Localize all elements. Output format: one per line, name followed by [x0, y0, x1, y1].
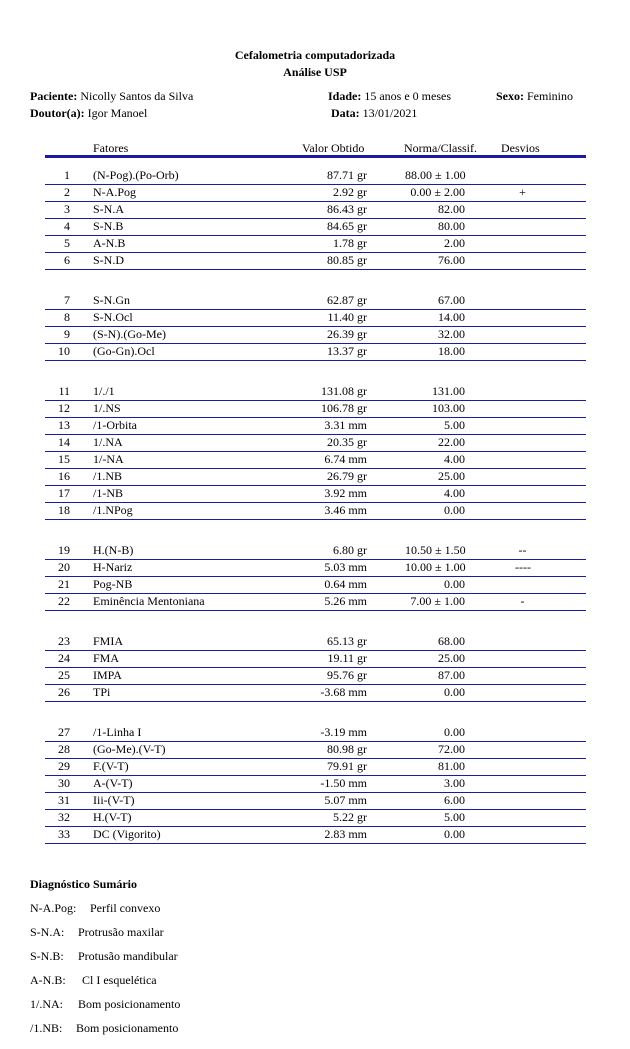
row-factor: 1/-NA: [93, 452, 124, 466]
table-row: [45, 417, 586, 435]
doctor-field: [30, 106, 147, 121]
report-title: Cefalometria computadorizada: [234, 48, 396, 62]
row-deviation: +: [519, 185, 526, 199]
row-value: 79.91 gr: [327, 759, 367, 773]
table-row: [45, 502, 586, 520]
doctor-label: Doutor(a):: [30, 106, 85, 120]
row-norm: 5.00: [444, 418, 465, 432]
row-number: 14: [58, 435, 70, 449]
row-norm: 3.00: [444, 776, 465, 790]
row-norm: 10.50 ± 1.50: [405, 543, 466, 557]
row-factor: /1-Orbita: [93, 418, 137, 432]
diagnosis-item-text: Protrusão maxilar: [78, 925, 164, 939]
table-row: [45, 201, 586, 219]
table-row: [45, 775, 586, 793]
age-value: 15 anos e 0 meses: [364, 89, 451, 103]
row-norm: 6.00: [444, 793, 465, 807]
table-row: [45, 383, 586, 401]
row-factor: Eminência Mentoniana: [93, 594, 205, 608]
table-row: [45, 468, 586, 486]
row-number: 31: [58, 793, 70, 807]
diagnosis-item: [30, 997, 180, 1012]
row-factor: FMA: [93, 651, 120, 665]
row-factor: S-N.B: [93, 219, 124, 233]
row-norm: 82.00: [438, 202, 465, 216]
row-norm: 25.00: [438, 651, 465, 665]
diagnosis-item-label: N-A.Pog:: [30, 901, 77, 915]
table-row: [45, 309, 586, 327]
row-norm: 0.00: [444, 503, 465, 517]
sex-label: Sexo:: [496, 89, 524, 103]
row-number: 5: [64, 236, 70, 250]
row-value: 65.13 gr: [327, 634, 367, 648]
row-number: 27: [58, 725, 70, 739]
row-norm: 76.00: [438, 253, 465, 267]
row-value: 80.98 gr: [327, 742, 367, 756]
row-norm: 131.00: [432, 384, 465, 398]
row-factor: 1/.NA: [93, 435, 123, 449]
header-divider: [45, 155, 586, 158]
row-number: 9: [64, 327, 70, 341]
row-factor: S-N.A: [93, 202, 125, 216]
row-number: 2: [64, 185, 70, 199]
table-row: [45, 292, 586, 310]
row-factor: IMPA: [93, 668, 122, 682]
row-number: 26: [58, 685, 70, 699]
row-value: 0.64 mm: [324, 577, 367, 591]
row-factor: (Go-Me).(V-T): [93, 742, 166, 756]
row-value: 13.37 gr: [327, 344, 367, 358]
table-row: [45, 434, 586, 452]
row-value: 2.83 mm: [324, 827, 367, 841]
row-factor: Iii-(V-T): [93, 793, 135, 807]
diagnosis-item-label: /1.NB:: [30, 1021, 63, 1035]
row-number: 17: [58, 486, 70, 500]
row-factor: 1/./1: [93, 384, 115, 398]
row-factor: A-(V-T): [93, 776, 133, 790]
row-value: 2.92 gr: [333, 185, 367, 199]
row-factor: 1/.NS: [93, 401, 121, 415]
row-factor: /1-Linha I: [93, 725, 142, 739]
row-value: 86.43 gr: [327, 202, 367, 216]
row-number: 4: [64, 219, 70, 233]
diagnosis-item-text: Bom posicionamento: [76, 1021, 179, 1035]
diagnosis-item: [30, 1021, 178, 1036]
doctor-value: Igor Manoel: [87, 106, 148, 120]
row-factor: (N-Pog).(Po-Orb): [93, 168, 179, 182]
row-value: 5.26 mm: [324, 594, 367, 608]
row-number: 1: [64, 168, 70, 182]
row-number: 24: [58, 651, 70, 665]
table-row: [45, 826, 586, 844]
row-value: 3.92 mm: [324, 486, 367, 500]
diagnosis-item: [30, 973, 157, 988]
row-number: 20: [58, 560, 70, 574]
column-header-deviation: Desvios: [501, 141, 540, 155]
diagnosis-item-text: Perfil convexo: [90, 901, 161, 915]
row-norm: 4.00: [444, 452, 465, 466]
column-header-value: Valor Obtido: [302, 141, 365, 155]
row-factor: (S-N).(Go-Me): [93, 327, 166, 341]
row-norm: 68.00: [438, 634, 465, 648]
row-norm: 0.00: [444, 577, 465, 591]
row-value: 5.22 gr: [333, 810, 367, 824]
row-norm: 14.00: [438, 310, 465, 324]
row-factor: H.(V-T): [93, 810, 132, 824]
row-value: 80.85 gr: [327, 253, 367, 267]
row-number: 21: [58, 577, 70, 591]
row-norm: 0.00: [444, 685, 465, 699]
row-factor: A-N.B: [93, 236, 126, 250]
row-factor: /1.NPog: [93, 503, 133, 517]
table-row: [45, 792, 586, 810]
row-value: -1.50 mm: [320, 776, 367, 790]
table-row: [45, 184, 586, 202]
table-row: [45, 724, 586, 742]
table-row: [45, 542, 586, 560]
row-number: 10: [58, 344, 70, 358]
table-row: [45, 809, 586, 827]
row-norm: 67.00: [438, 293, 465, 307]
row-value: 106.78 gr: [321, 401, 367, 415]
table-row: [45, 576, 586, 594]
row-factor: Pog-NB: [93, 577, 133, 591]
row-value: -3.68 mm: [320, 685, 367, 699]
row-number: 23: [58, 634, 70, 648]
row-number: 12: [58, 401, 70, 415]
row-factor: H.(N-B): [93, 543, 134, 557]
row-value: 84.65 gr: [327, 219, 367, 233]
row-number: 30: [58, 776, 70, 790]
row-norm: 0.00: [444, 827, 465, 841]
column-header-factors: Fatores: [93, 141, 129, 155]
row-norm: 10.00 ± 1.00: [405, 560, 466, 574]
table-row: [45, 451, 586, 469]
row-value: 5.03 mm: [324, 560, 367, 574]
diagnosis-item-label: S-N.A:: [30, 925, 65, 939]
table-row: [45, 741, 586, 759]
row-norm: 25.00: [438, 469, 465, 483]
row-norm: 88.00 ± 1.00: [405, 168, 466, 182]
row-deviation: -: [520, 594, 525, 608]
diagnosis-item: [30, 925, 164, 940]
row-number: 18: [58, 503, 70, 517]
row-norm: 4.00: [444, 486, 465, 500]
patient-value: Nicolly Santos da Silva: [80, 89, 194, 103]
row-factor: H-Nariz: [93, 560, 133, 574]
row-factor: S-N.Gn: [93, 293, 131, 307]
row-norm: 5.00: [444, 810, 465, 824]
row-value: 87.71 gr: [327, 168, 367, 182]
row-factor: DC (Vigorito): [93, 827, 161, 841]
patient-label: Paciente:: [30, 89, 78, 103]
table-row: [45, 559, 586, 577]
diagnosis-item-label: S-N.B:: [30, 949, 64, 963]
table-row: [45, 218, 586, 236]
row-number: 6: [64, 253, 70, 267]
table-row: [45, 485, 586, 503]
row-norm: 72.00: [438, 742, 465, 756]
row-value: 11.40 gr: [327, 310, 367, 324]
date-value: 13/01/2021: [362, 106, 418, 120]
table-row: [45, 593, 586, 611]
row-value: 6.74 mm: [324, 452, 367, 466]
row-norm: 22.00: [438, 435, 465, 449]
row-norm: 0.00: [444, 725, 465, 739]
row-norm: 2.00: [444, 236, 465, 250]
row-number: 32: [58, 810, 70, 824]
row-value: 5.07 mm: [324, 793, 367, 807]
table-row: [45, 326, 586, 344]
row-value: 20.35 gr: [327, 435, 367, 449]
diagnosis-item-label: 1/.NA:: [30, 997, 63, 1011]
age-field: [328, 89, 451, 104]
row-number: 19: [58, 543, 70, 557]
row-number: 3: [64, 202, 70, 216]
row-value: 3.46 mm: [324, 503, 367, 517]
patient-field: [30, 89, 193, 104]
row-value: 131.08 gr: [321, 384, 367, 398]
row-factor: S-N.Ocl: [93, 310, 133, 324]
diagnosis-item-text: Protusão mandibular: [78, 949, 178, 963]
report-subtitle: Análise USP: [283, 65, 347, 79]
row-factor: S-N.D: [93, 253, 125, 267]
table-row: [45, 667, 586, 685]
row-value: 26.39 gr: [327, 327, 367, 341]
diagnosis-item-label: A-N.B:: [30, 973, 66, 987]
row-number: 25: [58, 668, 70, 682]
row-norm: 103.00: [432, 401, 465, 415]
row-factor: /1.NB: [93, 469, 123, 483]
row-value: 6.80 gr: [333, 543, 367, 557]
row-factor: F.(V-T): [93, 759, 129, 773]
table-row: [45, 235, 586, 253]
row-factor: /1-NB: [93, 486, 123, 500]
row-value: 19.11 gr: [327, 651, 367, 665]
row-norm: 18.00: [438, 344, 465, 358]
row-value: 1.78 gr: [333, 236, 367, 250]
date-field: [331, 106, 417, 121]
diagnosis-item: [30, 949, 178, 964]
table-row: [45, 650, 586, 668]
row-norm: 0.00 ± 2.00: [410, 185, 465, 199]
row-number: 7: [64, 293, 70, 307]
age-label: Idade:: [328, 89, 362, 103]
row-deviation: ----: [515, 560, 531, 574]
row-number: 16: [58, 469, 70, 483]
row-value: -3.19 mm: [320, 725, 367, 739]
row-factor: N-A.Pog: [93, 185, 137, 199]
row-number: 22: [58, 594, 70, 608]
row-norm: 81.00: [438, 759, 465, 773]
table-row: [45, 167, 586, 185]
row-number: 11: [58, 384, 70, 398]
row-number: 28: [58, 742, 70, 756]
table-row: [45, 684, 586, 702]
row-factor: (Go-Gn).Ocl: [93, 344, 155, 358]
sex-value: Feminino: [527, 89, 574, 103]
row-norm: 32.00: [438, 327, 465, 341]
row-value: 26.79 gr: [327, 469, 367, 483]
row-factor: FMIA: [93, 634, 124, 648]
table-row: [45, 633, 586, 651]
table-row: [45, 252, 586, 270]
diagnosis-title: Diagnóstico Sumário: [30, 877, 138, 891]
row-deviation: --: [518, 543, 527, 557]
row-value: 62.87 gr: [327, 293, 367, 307]
diagnosis-item-text: Bom posicionamento: [78, 997, 181, 1011]
table-row: [45, 758, 586, 776]
table-row: [45, 400, 586, 418]
row-factor: TPi: [93, 685, 111, 699]
row-norm: 7.00 ± 1.00: [410, 594, 465, 608]
diagnosis-item-text: Cl I esquelética: [82, 973, 157, 987]
row-norm: 80.00: [438, 219, 465, 233]
row-value: 3.31 mm: [324, 418, 367, 432]
date-label: Data:: [331, 106, 360, 120]
row-value: 95.76 gr: [327, 668, 367, 682]
column-header-norm: Norma/Classif.: [404, 141, 477, 155]
row-number: 29: [58, 759, 70, 773]
row-number: 33: [58, 827, 70, 841]
sex-field: [496, 89, 573, 104]
diagnosis-item: [30, 901, 160, 916]
row-norm: 87.00: [438, 668, 465, 682]
row-number: 15: [58, 452, 70, 466]
table-row: [45, 343, 586, 361]
row-number: 13: [58, 418, 70, 432]
row-number: 8: [64, 310, 70, 324]
